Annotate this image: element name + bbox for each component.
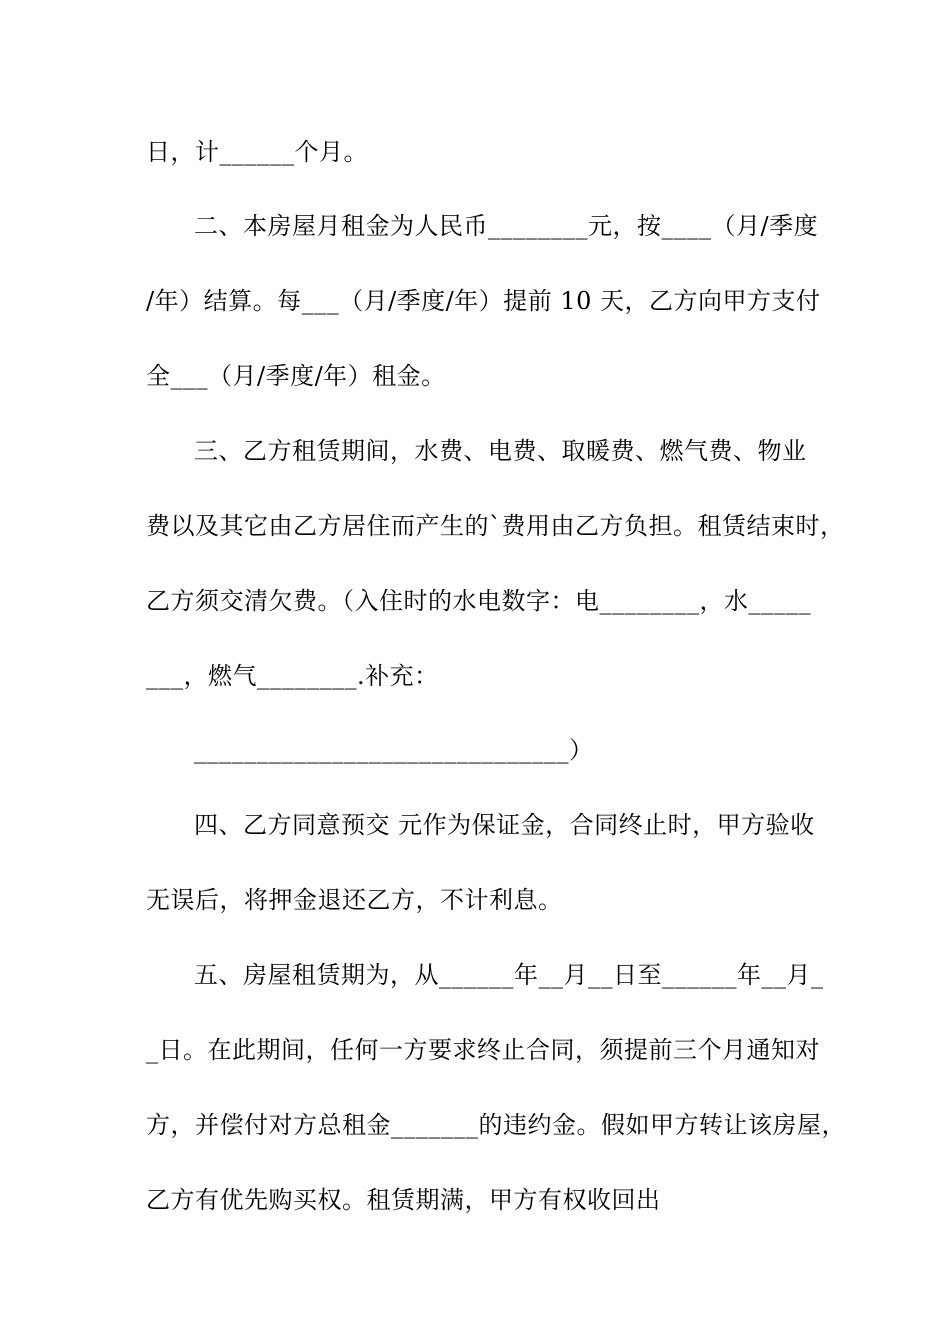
clause-3-fees-line-1: 三、乙方租赁期间，水费、电费、取暖费、燃气费、物业 bbox=[194, 437, 807, 465]
clause-4-deposit-line-1: 四、乙方同意预交 元作为保证金，合同终止时，甲方验收 bbox=[194, 811, 815, 839]
clause-3-fees-line-2: 费以及其它由乙方居住而产生的`费用由乙方负担。租赁结束时， bbox=[146, 512, 845, 540]
clause-5-period-line-4: 乙方有优先购买权。租赁期满，甲方有权收回出 bbox=[146, 1186, 661, 1214]
clause-3-supplement-line: ______________________________） bbox=[194, 736, 594, 764]
clause-4-deposit-line-2: 无误后，将押金退还乙方，不计利息。 bbox=[146, 886, 563, 914]
clause-3-fees-line-4: ___，燃气________.补充： bbox=[146, 662, 439, 690]
text-line-term-months: 日，计______个月。 bbox=[146, 138, 368, 166]
clause-5-period-line-1: 五、房屋租赁期为，从______年__月__日至______年__月_ bbox=[194, 961, 824, 989]
clause-2-rent-line-2: /年）结算。每___（月/季度/年）提前 10 天，乙方向甲方支付 bbox=[146, 287, 821, 315]
clause-2-rent-line-3: 全___（月/季度/年）租金。 bbox=[146, 362, 446, 390]
clause-3-fees-line-3: 乙方须交清欠费。（入住时的水电数字：电________，水_____ bbox=[146, 587, 811, 615]
clause-5-period-line-3: 方，并偿付对方总租金_______的违约金。假如甲方转让该房屋， bbox=[146, 1111, 846, 1139]
clause-2-rent-line-1: 二、本房屋月租金为人民币________元，按____（月/季度 bbox=[194, 212, 819, 240]
clause-5-period-line-2: _日。在此期间，任何一方要求终止合同，须提前三个月通知对 bbox=[146, 1036, 820, 1064]
